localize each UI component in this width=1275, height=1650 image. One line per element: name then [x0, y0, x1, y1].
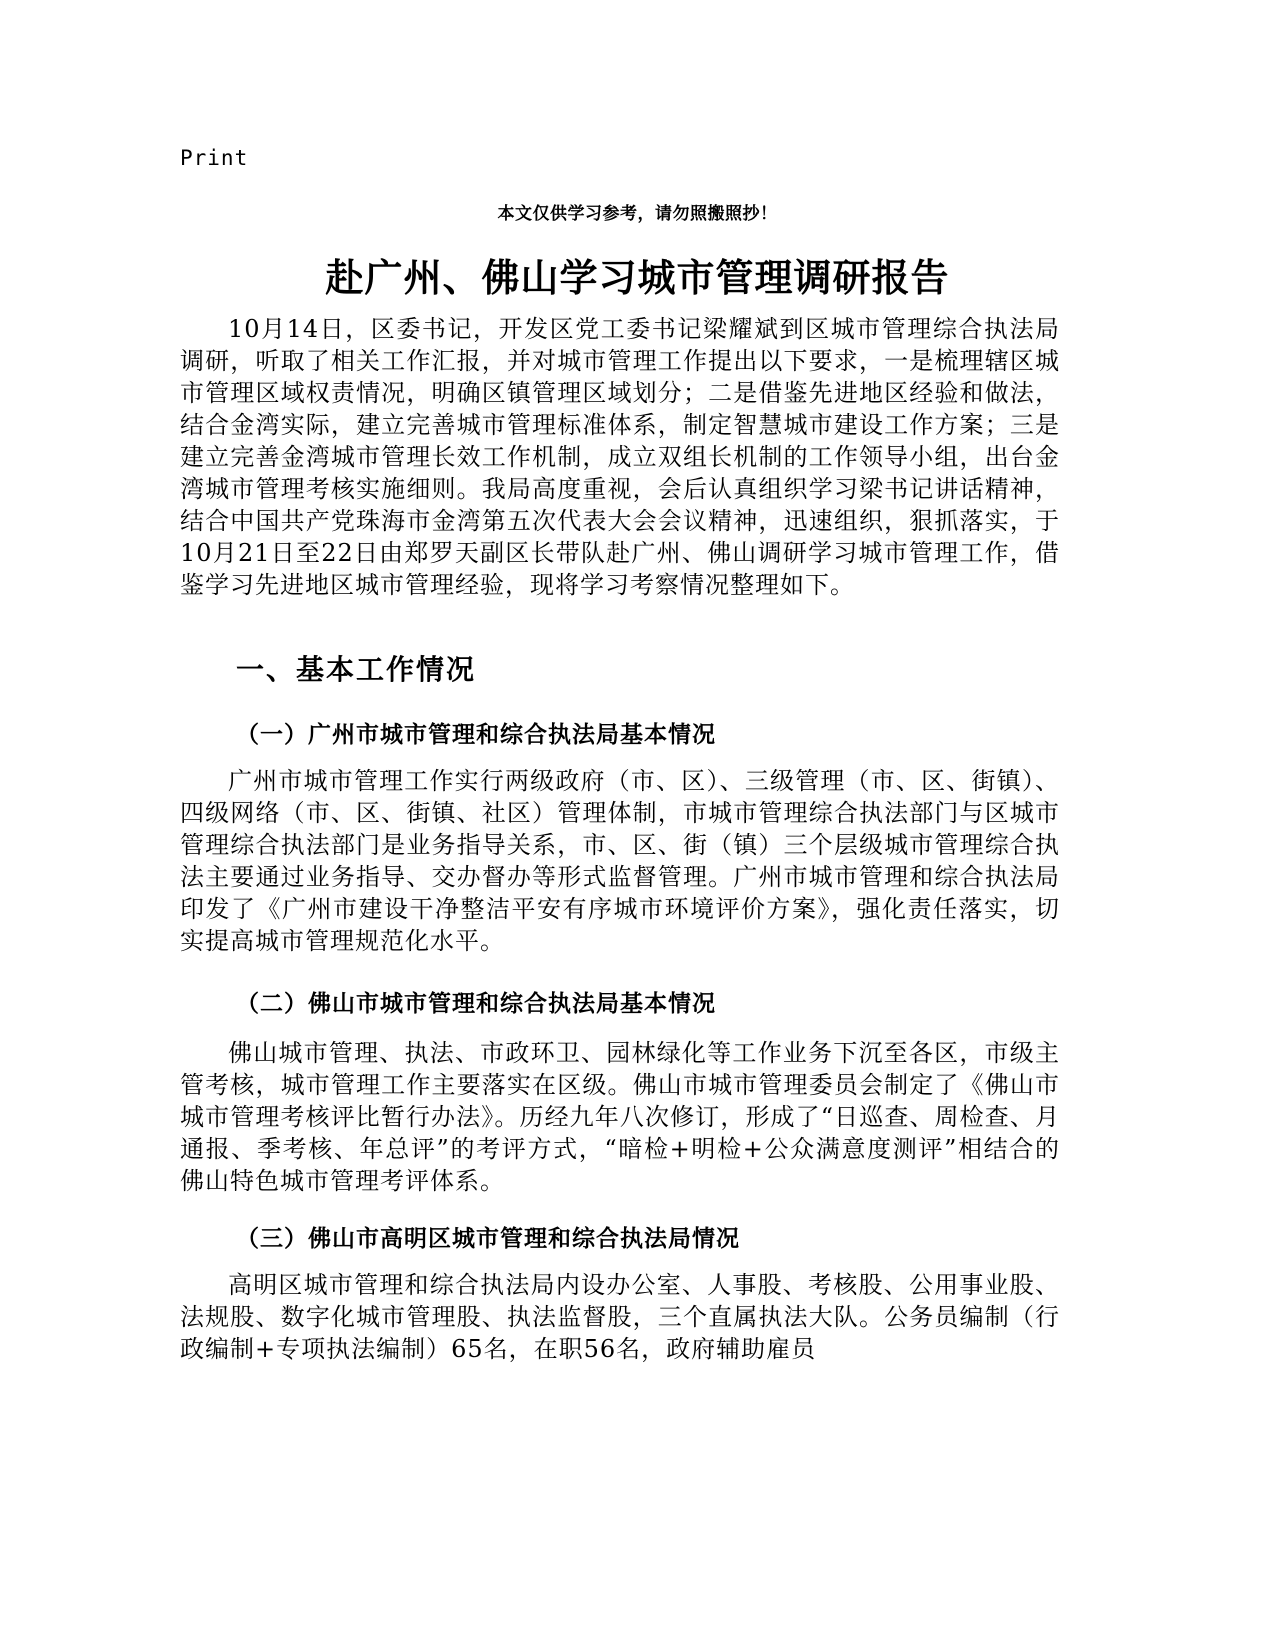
paragraph-gaoming: 高明区城市管理和综合执法局内设办公室、人事股、考核股、公用事业股、法规股、数字化城市管理股、执法监督股，三个直属执法大队。公务员编制（行政编制+专项执法编制）65名，在职56名，政府辅助雇员: [180, 1271, 1060, 1363]
disclaimer-notice: 本文仅供学习参考，请勿照搬照抄！: [497, 204, 778, 224]
subsection-heading-gaoming: （三）佛山市高明区城市管理和综合执法局情况: [236, 1226, 740, 1252]
print-label: Print: [180, 146, 249, 170]
intro-paragraph: 10月14日，区委书记，开发区党工委书记梁耀斌到区城市管理综合执法局调研，听取了相关工作汇报，并对城市管理工作提出以下要求，一是梳理辖区城市管理区域权责情况，明确区镇管理区域划分；二是借鉴先进地区经验和做法，结合金湾实际，建立完善城市管理标准体系，制定智慧城市建设工作方案；三是建立完善金湾城市管理长效工作机制，成立双组长机制的工作领导小组，出台金湾城市管理考核实施细则。我局高度重视，会后认真组织学习梁书记讲话精神，结合中国共产党珠海市金湾第五次代表大会会议精神，迅速组织，狠抓落实，于10月21日至22日由郑罗天副区长带队赴广州、佛山调研学习城市管理工作，借鉴学习先进地区城市管理经验，现将学习考察情况整理如下。: [180, 315, 1060, 599]
section-heading-basic-work: 一、基本工作情况: [236, 653, 477, 686]
document-title: 赴广州、佛山学习城市管理调研报告: [325, 256, 950, 300]
subsection-heading-guangzhou: （一）广州市城市管理和综合执法局基本情况: [236, 722, 716, 748]
paragraph-guangzhou: 广州市城市管理工作实行两级政府（市、区）、三级管理（市、区、街镇）、四级网络（市、区、街镇、社区）管理体制，市城市管理综合执法部门与区城市管理综合执法部门是业务指导关系，市、区、街（镇）三个层级城市管理综合执法主要通过业务指导、交办督办等形式监督管理。广州市城市管理和综合执法局印发了《广州市建设干净整洁平安有序城市环境评价方案》，强化责任落实，切实提高城市管理规范化水平。: [180, 767, 1060, 955]
subsection-heading-foshan: （二）佛山市城市管理和综合执法局基本情况: [236, 991, 716, 1017]
paragraph-foshan: 佛山城市管理、执法、市政环卫、园林绿化等工作业务下沉至各区，市级主管考核，城市管理工作主要落实在区级。佛山市城市管理委员会制定了《佛山市城市管理考核评比暂行办法》。历经九年八次修订，形成了“日巡查、周检查、月通报、季考核、年总评”的考评方式，“暗检+明检+公众满意度测评”相结合的佛山特色城市管理考评体系。: [180, 1039, 1060, 1195]
